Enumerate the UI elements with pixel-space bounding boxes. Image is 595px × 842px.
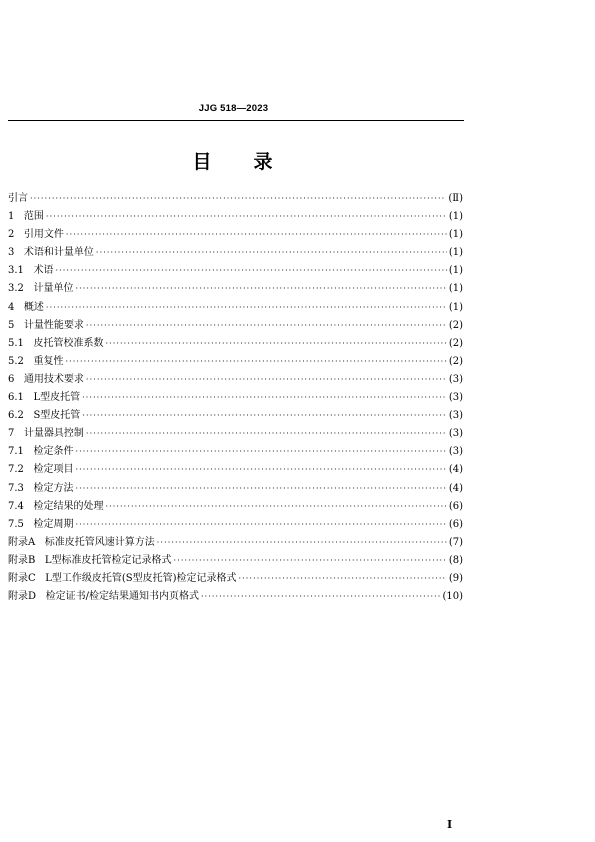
toc-entry[interactable] [8, 208, 463, 226]
toc-dot-leader [65, 353, 446, 371]
toc-entry[interactable] [8, 335, 463, 353]
toc-dot-leader [174, 552, 447, 570]
toc-entry-label: 皮托管校准系数 [33, 337, 104, 349]
toc-entry-number: 7.5 [8, 518, 24, 530]
toc-dot-leader [82, 389, 447, 407]
toc-entry-page: (6) [448, 500, 463, 512]
toc-entry-number: 附录D [8, 591, 37, 603]
toc-entry[interactable] [8, 498, 463, 516]
toc-dot-leader [201, 588, 441, 606]
toc-entry-number: 5 [8, 319, 15, 331]
toc-entry-page: (1) [448, 247, 463, 259]
toc-entry[interactable] [8, 443, 463, 461]
toc-entry-label: 术语 [33, 265, 54, 277]
toc-entry-number: 2 [8, 229, 15, 241]
toc-entry-page: (7) [448, 536, 463, 548]
toc-entry-page: (1) [448, 229, 463, 241]
toc-entry-number: 7.4 [8, 500, 24, 512]
page-title-char-1: 目 [192, 151, 214, 173]
toc-dot-leader [82, 407, 447, 425]
toc-entry-page: (4) [448, 482, 463, 494]
toc-entry-number: 5.2 [8, 355, 24, 367]
toc-entry-label: 范围 [23, 211, 44, 223]
toc-entry-label: 检定方法 [33, 482, 74, 494]
toc-entry[interactable] [8, 226, 463, 244]
toc-entry-number: 4 [8, 301, 15, 313]
toc-entry-label: 通用技术要求 [23, 373, 84, 385]
toc-entry-label: 检定条件 [33, 446, 74, 458]
toc-dot-leader [46, 299, 447, 317]
toc-entry-label: L型标准皮托管检定记录格式 [44, 554, 172, 566]
toc-entry-label: 检定结果的处理 [33, 500, 104, 512]
toc-entry[interactable] [8, 407, 463, 425]
toc-entry-number: 5.1 [8, 337, 24, 349]
toc-entry[interactable] [8, 299, 463, 317]
toc-entry-page: (3) [448, 392, 463, 404]
toc-entry-page: (9) [448, 572, 463, 584]
toc-entry-label: 检定项目 [33, 464, 74, 476]
toc-entry-number: 附录C [8, 572, 36, 584]
toc-entry-number: 7.3 [8, 482, 24, 494]
toc-dot-leader [75, 443, 446, 461]
toc-entry-label: L型皮托管 [33, 392, 81, 404]
toc-dot-leader [75, 480, 446, 498]
toc-entry[interactable] [8, 353, 463, 371]
toc-dot-leader [86, 317, 447, 335]
toc-entry-number: 3.1 [8, 265, 24, 277]
toc-entry-page: (1) [448, 211, 463, 223]
toc-dot-leader [239, 570, 447, 588]
toc-dot-leader [86, 371, 447, 389]
toc-entry[interactable] [8, 461, 463, 479]
toc-entry-label: 重复性 [33, 355, 64, 367]
toc-entry[interactable] [8, 552, 463, 570]
toc-entry-label: 计量性能要求 [23, 319, 84, 331]
toc-entry[interactable] [8, 425, 463, 443]
toc-entry[interactable] [8, 190, 463, 208]
toc-entry[interactable] [8, 317, 463, 335]
header-rule [8, 120, 464, 121]
toc-entry[interactable] [8, 534, 463, 552]
toc-dot-leader [157, 534, 447, 552]
toc-entry-label: 引言 [8, 193, 28, 204]
toc-dot-leader [75, 280, 446, 298]
toc-entry-page: (3) [448, 410, 463, 422]
toc-dot-leader [30, 190, 446, 208]
toc-entry-number: 3.2 [8, 283, 24, 295]
page-number: I [447, 818, 453, 831]
toc-entry-label: 检定证书/检定结果通知书内页格式 [45, 591, 199, 603]
toc-entry-label: S型皮托管 [33, 410, 81, 422]
toc-entry-number: 6.2 [8, 410, 24, 422]
toc-entry-label: 引用文件 [23, 229, 64, 241]
toc-entry-page: (3) [448, 428, 463, 440]
toc-entry-page: (8) [448, 554, 463, 566]
toc-entry-page: (3) [448, 446, 463, 458]
toc-entry-page: (1) [448, 283, 463, 295]
toc-entry[interactable] [8, 480, 463, 498]
toc-entry-page: (6) [448, 518, 463, 530]
toc-entry-number: 7 [8, 428, 15, 440]
toc-entry[interactable] [8, 244, 463, 262]
toc-entry-label: 计量单位 [33, 283, 74, 295]
toc-entry-label: 检定周期 [33, 518, 74, 530]
toc-entry-number: 7.2 [8, 464, 24, 476]
toc-entry[interactable] [8, 262, 463, 280]
toc-entry-label: 术语和计量单位 [23, 247, 94, 259]
toc-entry-page: (2) [448, 319, 463, 331]
toc-entry-number: 1 [8, 211, 15, 223]
toc-dot-leader [105, 335, 446, 353]
toc-dot-leader [86, 425, 447, 443]
page-title [0, 147, 467, 174]
toc-entry-page: (Ⅱ) [448, 193, 463, 204]
toc-entry-label: 标准皮托管风速计算方法 [44, 536, 155, 548]
toc-entry-page: (3) [448, 373, 463, 385]
toc-entry-page: (4) [448, 464, 463, 476]
toc-entry-page: (2) [448, 355, 463, 367]
toc-entry[interactable] [8, 570, 463, 588]
toc-dot-leader [105, 498, 446, 516]
toc-entry-number: 附录B [8, 554, 36, 566]
toc-entry-number: 6 [8, 373, 15, 385]
toc-entry-label: 计量器具控制 [23, 428, 84, 440]
toc-entry[interactable] [8, 516, 463, 534]
toc-dot-leader [96, 244, 447, 262]
toc-dot-leader [55, 262, 446, 280]
toc-entry[interactable] [8, 371, 463, 389]
toc-entry-number: 附录A [8, 536, 36, 548]
page-title-char-2: 录 [253, 151, 275, 173]
toc-entry-number: 3 [8, 247, 15, 259]
toc-entry-label: 概述 [23, 301, 44, 313]
toc-entry-label: L型工作级皮托管(S型皮托管)检定记录格式 [45, 572, 237, 584]
toc-entry-number: 6.1 [8, 392, 24, 404]
toc-entry-page: (1) [448, 265, 463, 277]
toc-entry-number: 7.1 [8, 446, 24, 458]
toc-dot-leader [46, 208, 447, 226]
table-of-contents [8, 190, 463, 606]
toc-dot-leader [66, 226, 447, 244]
standard-code: JJG 518—2023 [198, 103, 269, 114]
toc-entry[interactable] [8, 389, 463, 407]
toc-entry-page: (2) [448, 337, 463, 349]
toc-entry[interactable] [8, 588, 463, 606]
toc-entry-page: (1) [448, 301, 463, 313]
toc-dot-leader [75, 516, 446, 534]
toc-dot-leader [75, 461, 446, 479]
toc-entry-page: (10) [442, 591, 463, 603]
toc-entry[interactable] [8, 280, 463, 298]
